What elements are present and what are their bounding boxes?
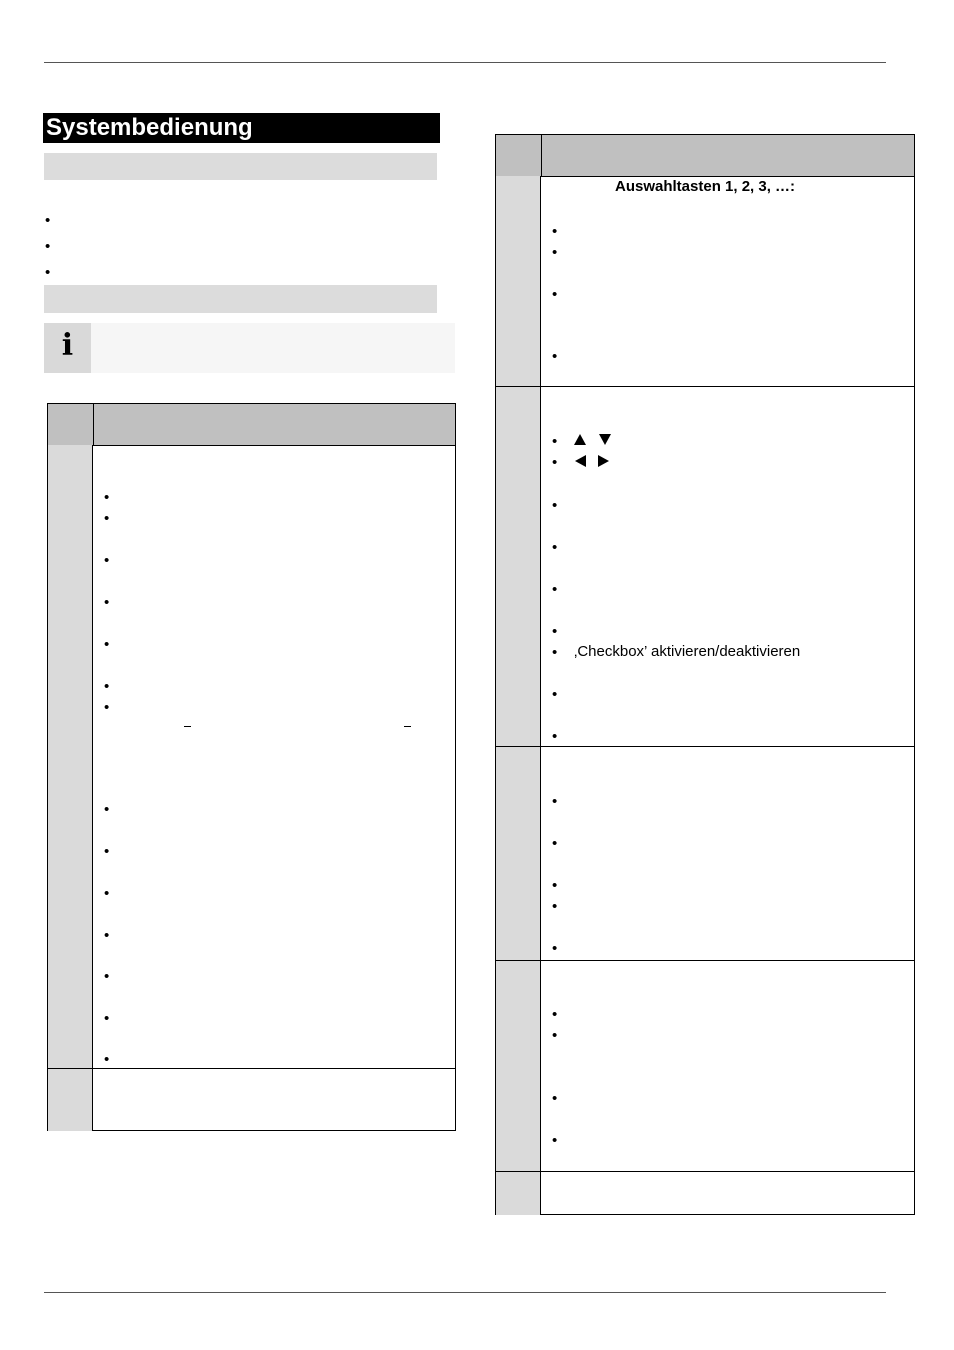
- right-table-header: [496, 135, 914, 177]
- list-bullet: •: [45, 264, 51, 281]
- bottom-rule: [44, 1292, 886, 1293]
- right-table-row-divider: [496, 1171, 914, 1172]
- list-bullet: •: [104, 552, 110, 569]
- list-bullet: •: [104, 968, 110, 985]
- list-bullet: •: [552, 835, 558, 852]
- arrow-right-icon: [598, 455, 609, 467]
- list-bullet: •: [552, 877, 558, 894]
- selection-keys-heading: Auswahltasten 1, 2, 3, …:: [615, 178, 796, 195]
- list-bullet: •: [104, 1051, 110, 1068]
- subheading-bar-1: [44, 153, 437, 180]
- left-table-key-column: [48, 445, 93, 1131]
- right-table-row-divider: [496, 746, 914, 747]
- list-bullet: •: [552, 433, 558, 450]
- left-table: [47, 403, 456, 1131]
- arrow-up-icon: [574, 434, 586, 445]
- list-bullet: •: [552, 497, 558, 514]
- list-bullet: •: [552, 539, 558, 556]
- list-bullet: •: [552, 728, 558, 745]
- list-bullet: •: [552, 1132, 558, 1149]
- info-icon: i: [44, 323, 91, 373]
- list-bullet: •: [552, 223, 558, 240]
- list-bullet: •: [104, 594, 110, 611]
- list-bullet: •: [552, 286, 558, 303]
- right-table: [495, 134, 915, 1215]
- list-bullet: •: [552, 686, 558, 703]
- list-bullet: •: [552, 898, 558, 915]
- list-bullet: •: [552, 581, 558, 598]
- list-bullet: •: [552, 1027, 558, 1044]
- subheading-bar-2: [44, 285, 437, 313]
- list-bullet: •: [552, 1090, 558, 1107]
- list-bullet: •: [104, 510, 110, 527]
- list-bullet: •: [104, 489, 110, 506]
- list-bullet: •: [104, 843, 110, 860]
- checkbox-toggle-text: ‚Checkbox’ aktivieren/deaktivieren: [574, 643, 801, 660]
- list-bullet: •: [45, 212, 51, 229]
- list-bullet: •: [552, 244, 558, 261]
- list-bullet: •: [104, 678, 110, 695]
- left-table-header: [48, 404, 455, 446]
- list-bullet: •: [104, 699, 110, 716]
- list-bullet: •: [552, 348, 558, 365]
- list-bullet: •: [104, 885, 110, 902]
- right-table-key-column: [496, 176, 541, 1215]
- list-bullet: •: [552, 623, 558, 640]
- dash-mark: [404, 726, 411, 727]
- arrow-left-icon: [575, 455, 586, 467]
- right-table-row-divider: [496, 386, 914, 387]
- list-bullet: •: [104, 927, 110, 944]
- list-bullet: •: [552, 644, 558, 661]
- dash-mark: [184, 726, 191, 727]
- list-bullet: •: [45, 238, 51, 255]
- list-bullet: •: [104, 636, 110, 653]
- list-bullet: •: [104, 1010, 110, 1027]
- section-title: Systembedienung: [43, 113, 440, 143]
- list-bullet: •: [552, 793, 558, 810]
- list-bullet: •: [104, 801, 110, 818]
- list-bullet: •: [552, 454, 558, 471]
- right-table-col-divider: [541, 135, 542, 176]
- left-table-row-divider: [48, 1068, 455, 1069]
- list-bullet: •: [552, 1006, 558, 1023]
- arrow-down-icon: [599, 434, 611, 445]
- right-table-row-divider: [496, 960, 914, 961]
- info-note: [44, 323, 455, 373]
- left-table-col-divider: [93, 404, 94, 445]
- list-bullet: •: [552, 940, 558, 957]
- top-rule: [44, 62, 886, 63]
